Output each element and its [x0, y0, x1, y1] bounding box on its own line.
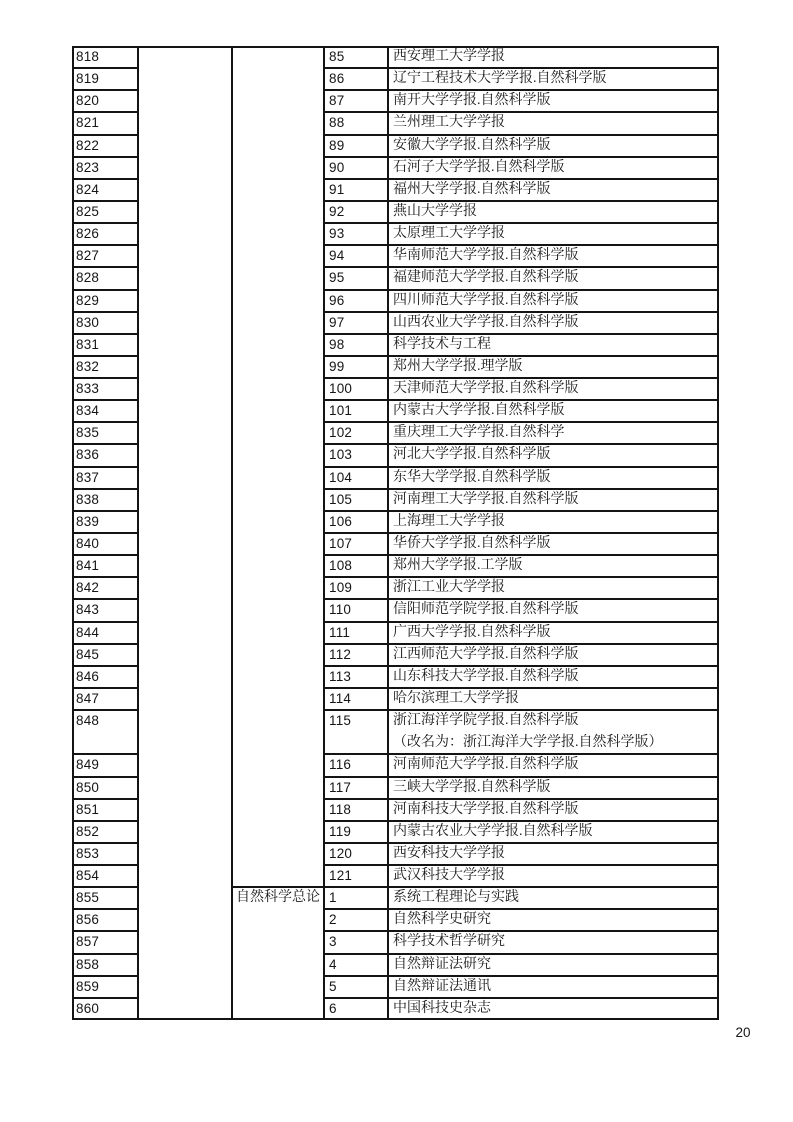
journal-seq: 98 — [329, 337, 345, 352]
journal-title: 华侨大学学报.自然科学版 — [393, 536, 551, 551]
journal-seq: 2 — [329, 912, 337, 927]
row-number: 838 — [76, 492, 100, 507]
journal-seq: 90 — [329, 160, 345, 175]
journal-seq: 4 — [329, 957, 337, 972]
row-number: 855 — [76, 890, 100, 905]
journal-seq: 85 — [329, 49, 345, 64]
journal-seq: 101 — [329, 403, 353, 418]
journal-title: 西安理工大学学报 — [393, 49, 505, 64]
journal-title: 郑州大学学报.工学版 — [393, 558, 523, 573]
journal-title: 郑州大学学报.理学版 — [393, 359, 523, 374]
row-number: 858 — [76, 957, 100, 972]
row-number: 850 — [76, 780, 100, 795]
journal-seq: 113 — [329, 669, 352, 684]
journal-seq: 103 — [329, 447, 353, 462]
journal-title: 福建师范大学学报.自然科学版 — [393, 270, 579, 285]
journal-title: 自然辩证法通讯 — [393, 979, 491, 994]
journal-seq: 108 — [329, 558, 353, 573]
row-number: 843 — [76, 602, 100, 617]
journal-title: 四川师范大学学报.自然科学版 — [393, 293, 579, 308]
journal-title: 山东科技大学学报.自然科学版 — [393, 669, 579, 684]
journal-title: 江西师范大学学报.自然科学版 — [393, 647, 579, 662]
journal-title: 南开大学学报.自然科学版 — [393, 93, 551, 108]
journal-seq: 5 — [329, 979, 337, 994]
journal-title: 河南理工大学学报.自然科学版 — [393, 492, 579, 507]
journal-seq: 114 — [329, 691, 352, 706]
journal-seq: 107 — [329, 536, 353, 551]
row-number: 832 — [76, 359, 100, 374]
journal-seq: 99 — [329, 359, 345, 374]
row-number: 822 — [76, 138, 100, 153]
journal-seq: 117 — [329, 780, 352, 795]
journal-title: 西安科技大学学报 — [393, 846, 505, 861]
journal-seq: 110 — [329, 602, 352, 617]
journal-title: 燕山大学学报 — [393, 204, 477, 219]
row-number: 839 — [76, 514, 100, 529]
journal-seq: 111 — [329, 625, 351, 640]
column-line — [231, 46, 233, 1020]
journal-title: 科学技术哲学研究 — [393, 934, 505, 949]
journal-title: 安徽大学学报.自然科学版 — [393, 138, 551, 153]
row-number: 842 — [76, 580, 100, 595]
journal-seq: 104 — [329, 470, 353, 485]
journal-seq: 102 — [329, 425, 353, 440]
journal-title: 河南师范大学学报.自然科学版 — [393, 757, 579, 772]
row-number: 828 — [76, 270, 100, 285]
journal-seq: 86 — [329, 71, 345, 86]
row-number: 856 — [76, 912, 100, 927]
journal-seq: 109 — [329, 580, 353, 595]
row-number: 852 — [76, 824, 100, 839]
journal-title: 广西大学学报.自然科学版 — [393, 625, 551, 640]
journal-seq: 116 — [329, 757, 352, 772]
journal-title: 兰州理工大学学报 — [393, 115, 505, 130]
row-number: 859 — [76, 979, 100, 994]
journal-seq: 92 — [329, 204, 345, 219]
journal-title: 重庆理工大学学报.自然科学 — [393, 425, 565, 440]
journal-title: 太原理工大学学报 — [393, 226, 505, 241]
journal-seq: 115 — [329, 713, 352, 728]
journal-title: 辽宁工程技术大学学报.自然科学版 — [393, 71, 607, 86]
row-number: 827 — [76, 248, 100, 263]
journal-title: 武汉科技大学学报 — [393, 868, 505, 883]
row-number: 853 — [76, 846, 100, 861]
row-number: 824 — [76, 182, 100, 197]
journal-title: 浙江工业大学学报 — [393, 580, 505, 595]
row-number: 841 — [76, 558, 100, 573]
journal-title: 河南科技大学学报.自然科学版 — [393, 802, 579, 817]
row-number: 840 — [76, 536, 100, 551]
row-number: 849 — [76, 757, 100, 772]
row-number: 829 — [76, 293, 100, 308]
journal-title: 内蒙古大学学报.自然科学版 — [393, 403, 565, 418]
journal-seq: 93 — [329, 226, 345, 241]
journal-seq: 106 — [329, 514, 353, 529]
row-number: 821 — [76, 115, 100, 130]
journal-title: 福州大学学报.自然科学版 — [393, 182, 551, 197]
journal-title: 石河子大学学报.自然科学版 — [393, 160, 565, 175]
journal-seq: 87 — [329, 93, 345, 108]
journal-seq: 97 — [329, 315, 345, 330]
category-label: 自然科学总论 — [236, 890, 320, 905]
journal-seq: 91 — [329, 182, 345, 197]
journal-seq: 120 — [329, 846, 353, 861]
journal-table — [72, 46, 719, 1020]
journal-seq: 95 — [329, 270, 345, 285]
journal-title: 系统工程理论与实践 — [393, 890, 519, 905]
journal-title: 内蒙古农业大学学报.自然科学版 — [393, 824, 593, 839]
row-number: 819 — [76, 71, 100, 86]
row-number: 834 — [76, 403, 100, 418]
journal-seq: 3 — [329, 934, 337, 949]
row-number: 837 — [76, 470, 100, 485]
journal-title: 自然科学史研究 — [393, 912, 491, 927]
journal-title: 华南师范大学学报.自然科学版 — [393, 248, 579, 263]
row-number: 820 — [76, 93, 100, 108]
row-number: 844 — [76, 625, 100, 640]
row-number: 851 — [76, 802, 100, 817]
journal-title: 中国科技史杂志 — [393, 1001, 491, 1016]
journal-seq: 118 — [329, 802, 352, 817]
journal-rename-note: （改名为：浙江海洋大学学报.自然科学版） — [393, 735, 663, 750]
journal-title: 信阳师范学院学报.自然科学版 — [393, 602, 579, 617]
journal-seq: 105 — [329, 492, 353, 507]
journal-title: 哈尔滨理工大学学报 — [393, 691, 519, 706]
journal-title: 浙江海洋学院学报.自然科学版 — [393, 713, 579, 728]
journal-title: 山西农业大学学报.自然科学版 — [393, 315, 579, 330]
row-number: 818 — [76, 49, 100, 64]
journal-title: 自然辩证法研究 — [393, 957, 491, 972]
journal-seq: 88 — [329, 115, 345, 130]
row-number: 845 — [76, 647, 100, 662]
journal-title: 东华大学学报.自然科学版 — [393, 470, 551, 485]
row-number: 860 — [76, 1001, 100, 1016]
journal-title: 河北大学学报.自然科学版 — [393, 447, 551, 462]
row-number: 825 — [76, 204, 100, 219]
journal-seq: 94 — [329, 248, 345, 263]
row-number: 836 — [76, 447, 100, 462]
row-number: 823 — [76, 160, 100, 175]
row-number: 854 — [76, 868, 100, 883]
row-number: 848 — [76, 713, 100, 728]
row-number: 826 — [76, 226, 100, 241]
row-number: 847 — [76, 691, 100, 706]
row-number: 857 — [76, 934, 100, 949]
journal-title: 天津师范大学学报.自然科学版 — [393, 381, 579, 396]
row-number: 846 — [76, 669, 100, 684]
journal-seq: 6 — [329, 1001, 337, 1016]
row-number: 835 — [76, 425, 100, 440]
journal-seq: 96 — [329, 293, 345, 308]
journal-seq: 121 — [329, 868, 353, 883]
journal-title: 三峡大学学报.自然科学版 — [393, 780, 551, 795]
journal-seq: 112 — [329, 647, 352, 662]
journal-seq: 100 — [329, 381, 353, 396]
row-number: 831 — [76, 337, 100, 352]
page-number: 20 — [735, 1025, 751, 1040]
journal-seq: 89 — [329, 138, 345, 153]
journal-seq: 1 — [329, 890, 337, 905]
journal-title: 科学技术与工程 — [393, 337, 491, 352]
journal-title: 上海理工大学学报 — [393, 514, 505, 529]
row-number: 830 — [76, 315, 100, 330]
row-number: 833 — [76, 381, 100, 396]
journal-seq: 119 — [329, 824, 352, 839]
